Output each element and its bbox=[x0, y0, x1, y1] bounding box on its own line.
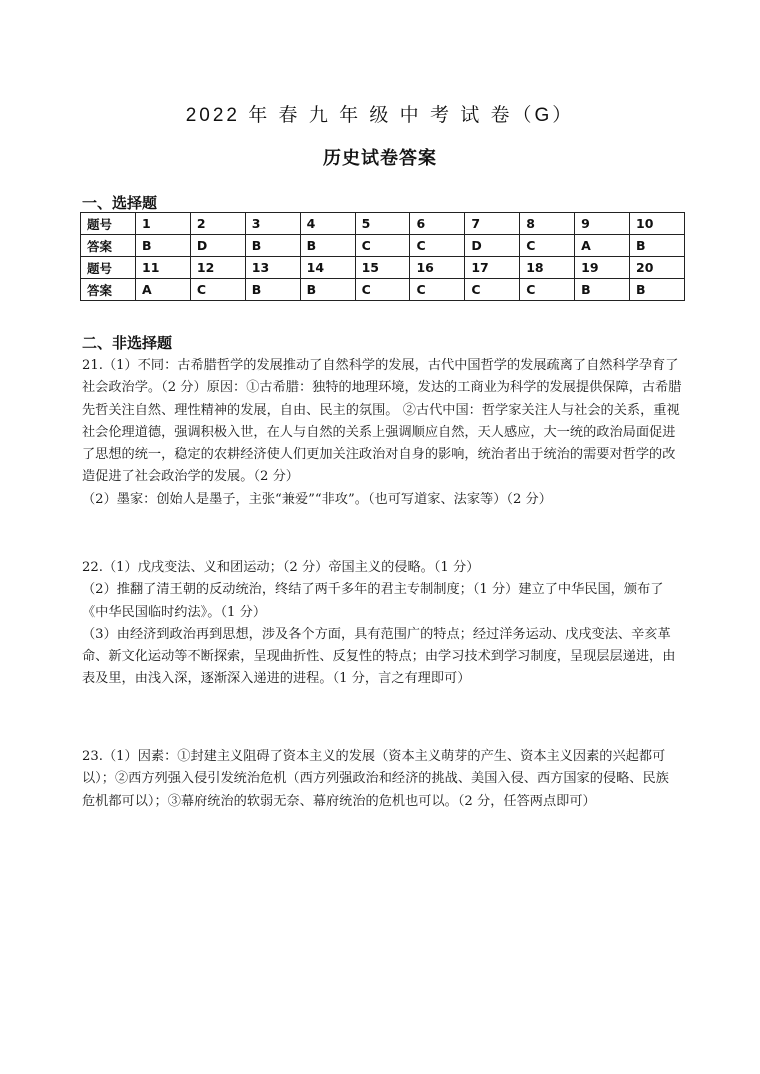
table-cell: B bbox=[630, 279, 685, 301]
table-cell: 4 bbox=[300, 213, 355, 235]
section-heading-choice: 一、选择题 bbox=[82, 194, 158, 212]
q22-part3: （3）由经济到政治再到思想，涉及各个方面，具有范围广的特点；经过洋务运动、戊戌变法、辛亥革命、新文化运动等不断探索，呈现曲折性、反复性的特点；由学习技术到学习制度，呈现层层递进，由表及里，由浅入深，逐渐深入递进的进程。（1 分，言之有理即可） bbox=[82, 626, 676, 687]
table-cell: 1 bbox=[136, 213, 191, 235]
table-cell: B bbox=[630, 235, 685, 257]
table-cell: B bbox=[300, 235, 355, 257]
q22-part1: 22.（1）戊戌变法、义和团运动；（2 分）帝国主义的侵略。（1 分） bbox=[82, 560, 480, 575]
question-22 bbox=[82, 557, 682, 691]
table-cell: 12 bbox=[190, 257, 245, 279]
page-title: 2022 年 春 九 年 级 中 考 试 卷（G） bbox=[185, 105, 575, 126]
table-cell: 17 bbox=[465, 257, 520, 279]
table-cell: A bbox=[136, 279, 191, 301]
table-cell: 11 bbox=[136, 257, 191, 279]
table-cell: 15 bbox=[355, 257, 410, 279]
table-row bbox=[81, 213, 685, 235]
table-cell: C bbox=[355, 279, 410, 301]
table-cell: B bbox=[245, 279, 300, 301]
table-cell: 14 bbox=[300, 257, 355, 279]
table-cell: 2 bbox=[190, 213, 245, 235]
table-row bbox=[81, 235, 685, 257]
section-heading-nonchoice: 二、非选择题 bbox=[82, 334, 173, 352]
table-cell: B bbox=[575, 279, 630, 301]
q23-part1: 23.（1）因素：①封建主义阻碍了资本主义的发展（资本主义萌芽的产生、资本主义因素的兴起都可以）；②西方列强入侵引发统治危机（西方列强政治和经济的挑战、美国入侵、西方国家的侵略、民族危机都可以）；③幕府统治的软弱无奈、幕府统治的危机也可以。（2 分，任答两点即可） bbox=[82, 749, 669, 809]
table-cell: B bbox=[245, 235, 300, 257]
table-cell: C bbox=[520, 279, 575, 301]
table-cell: A bbox=[575, 235, 630, 257]
table-cell: C bbox=[410, 279, 465, 301]
table-cell: C bbox=[190, 279, 245, 301]
table-cell: C bbox=[355, 235, 410, 257]
table-cell: 18 bbox=[520, 257, 575, 279]
table-cell: 9 bbox=[575, 213, 630, 235]
table-cell: 16 bbox=[410, 257, 465, 279]
question-21 bbox=[82, 355, 682, 511]
table-row-header: 题号 bbox=[81, 213, 136, 235]
table-cell: D bbox=[465, 235, 520, 257]
table-row-header: 答案 bbox=[81, 235, 136, 257]
table-cell: 7 bbox=[465, 213, 520, 235]
table-row bbox=[81, 279, 685, 301]
question-23 bbox=[82, 746, 682, 813]
table-cell: D bbox=[190, 235, 245, 257]
table-cell: 3 bbox=[245, 213, 300, 235]
table-cell: 20 bbox=[630, 257, 685, 279]
table-cell: C bbox=[520, 235, 575, 257]
table-cell: 10 bbox=[630, 213, 685, 235]
page-subtitle: 历史试卷答案 bbox=[323, 148, 437, 169]
table-row-header: 答案 bbox=[81, 279, 136, 301]
q21-part2: （2）墨家：创始人是墨子，主张“兼爱”“非攻”。（也可写道家、法家等）（2 分） bbox=[82, 491, 552, 507]
table-cell: B bbox=[136, 235, 191, 257]
answer-table bbox=[80, 212, 685, 301]
q21-part1: 21.（1）不同：古希腊哲学的发展推动了自然科学的发展，古代中国哲学的发展疏离了自然科学孕育了社会政治学。（2 分）原因：①古希腊：独特的地理环境，发达的工商业为科学的发展提供保障，古希腊先哲关注自然、理性精神的发展，自由、民主的氛围。 ②古代中国：哲学家关注人与社会的关系，重视社会伦理道德，强调积极入世，在人与自然的关系上强调顺应自然，天人感应，大一统的政治局面促进了思想的统一，稳定的农耕经济使人们更加关注政治对自身的影响，统治者出于统治的需要对哲学的改造促进了社会政治学的发展。（2 分） bbox=[82, 358, 682, 485]
table-cell: 5 bbox=[355, 213, 410, 235]
table-cell: C bbox=[410, 235, 465, 257]
table-cell: 6 bbox=[410, 213, 465, 235]
q22-part2: （2）推翻了清王朝的反动统治，终结了两千多年的君主专制制度；（1 分）建立了中华民国，颁布了《中华民国临时约法》。（1 分） bbox=[82, 582, 664, 620]
table-cell: 13 bbox=[245, 257, 300, 279]
table-cell: 19 bbox=[575, 257, 630, 279]
table-cell: B bbox=[300, 279, 355, 301]
table-row bbox=[81, 257, 685, 279]
table-cell: 8 bbox=[520, 213, 575, 235]
table-cell: C bbox=[465, 279, 520, 301]
table-row-header: 题号 bbox=[81, 257, 136, 279]
